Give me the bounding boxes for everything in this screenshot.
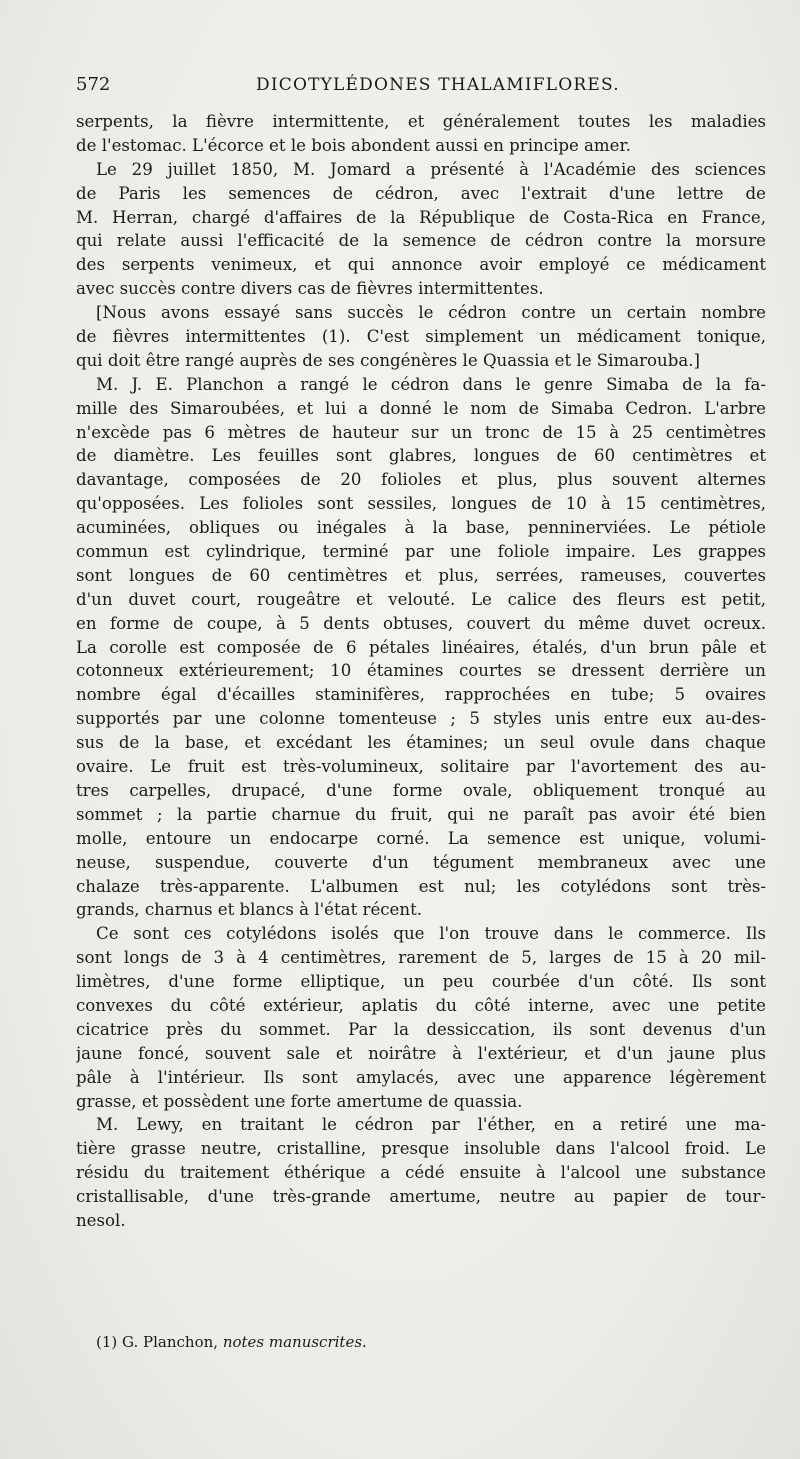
text-line: [Nous avons essayé sans succès le cédron contre un certain nombre <box>96 303 766 323</box>
footnote-marker: (1) <box>96 1333 118 1351</box>
text-line: grasse, et possèdent une forte amertume de quassia. <box>76 1091 523 1111</box>
text-line: qui doit être rangé auprès de ses congénères le Quassia et le Simarouba.] <box>76 350 700 370</box>
text-line: grands, charnus et blancs à l'état récent. <box>76 900 423 920</box>
text-line: commun est cylindrique, terminé par une foliole impaire. Les grappes <box>76 542 766 562</box>
text-line: cotonneux extérieurement; 10 étamines courtes se dressent derrière un <box>76 661 766 681</box>
text-line: en forme de coupe, à 5 dents obtuses, couvert du même duvet ocreux. <box>76 613 766 633</box>
body-text <box>76 110 766 1233</box>
text-line: tière grasse neutre, cristalline, presque insoluble dans l'alcool froid. Le <box>76 1139 766 1159</box>
text-line: de diamètre. Les feuilles sont glabres, longues de 60 centimètres et <box>76 446 766 466</box>
footnote <box>96 1333 367 1351</box>
footnote-author: G. Planchon, <box>122 1333 219 1351</box>
text-line: jaune foncé, souvent sale et noirâtre à l'extérieur, et d'un jaune plus <box>76 1043 766 1063</box>
text-line: nombre égal d'écailles staminifères, rapprochées en tube; 5 ovaires <box>76 685 766 705</box>
text-line: mille des Simaroubées, et lui a donné le nom de Simaba Cedron. L'arbre <box>76 398 766 418</box>
text-line: avec succès contre divers cas de fièvres intermittentes. <box>76 279 544 299</box>
text-line: acuminées, obliques ou inégales à la base, penninerviées. Le pétiole <box>76 518 766 538</box>
text-line: sont longs de 3 à 4 centimètres, rarement de 5, larges de 15 à 20 mil- <box>76 948 766 968</box>
text-line: sus de la base, et excédant les étamines; un seul ovule dans chaque <box>76 733 766 753</box>
text-line: cicatrice près du sommet. Par la dessiccation, ils sont devenus d'un <box>76 1019 766 1039</box>
running-head <box>76 74 764 98</box>
text-line: supportés par une colonne tomenteuse ; 5 styles unis entre eux au-des- <box>76 709 766 729</box>
text-line: sommet ; la partie charnue du fruit, qui ne paraît pas avoir été bien <box>76 804 766 824</box>
text-line: de l'estomac. L'écorce et le bois abondent aussi en principe amer. <box>76 135 631 155</box>
text-line: pâle à l'intérieur. Ils sont amylacés, avec une apparence légèrement <box>76 1067 766 1087</box>
text-line: sont longues de 60 centimètres et plus, serrées, rameuses, couvertes <box>76 565 766 585</box>
text-line: neuse, suspendue, couverte d'un tégument membraneux avec une <box>76 852 766 872</box>
text-line: qui relate aussi l'efficacité de la semence de cédron contre la morsure <box>76 231 766 251</box>
text-line: ovaire. Le fruit est très-volumineux, solitaire par l'avortement des au- <box>76 757 766 777</box>
text-line: Ce sont ces cotylédons isolés que l'on trouve dans le commerce. Ils <box>96 924 766 944</box>
text-line: La corolle est composée de 6 pétales linéaires, étalés, d'un brun pâle et <box>76 637 766 657</box>
page-number: 572 <box>76 74 111 95</box>
running-title: DICOTYLÉDONES THALAMIFLORES. <box>256 75 620 95</box>
text-line: résidu du traitement éthérique a cédé ensuite à l'alcool une substance <box>76 1163 766 1183</box>
text-line: tres carpelles, drupacé, d'une forme ovale, obliquement tronqué au <box>76 780 766 800</box>
text-line: de Paris les semences de cédron, avec l'extrait d'une lettre de <box>76 183 766 203</box>
text-line: limètres, d'une forme elliptique, un peu courbée d'un côté. Ils sont <box>76 972 766 992</box>
text-line: M. J. E. Planchon a rangé le cédron dans le genre Simaba de la fa- <box>96 374 766 394</box>
text-line: qu'opposées. Les folioles sont sessiles, longues de 10 à 15 centimètres, <box>76 494 766 514</box>
text-line: de fièvres intermittentes (1). C'est simplement un médicament tonique, <box>76 327 766 347</box>
text-line: serpents, la fièvre intermittente, et généralement toutes les maladies <box>76 112 766 131</box>
footnote-title: notes manuscrites. <box>222 1333 367 1351</box>
text-line: chalaze très-apparente. L'albumen est nul; les cotylédons sont très- <box>76 876 766 896</box>
text-line: Le 29 juillet 1850, M. Jomard a présenté à l'Académie des sciences <box>96 159 766 179</box>
text-line: des serpents venimeux, et qui annonce avoir employé ce médicament <box>76 255 766 275</box>
text-line: davantage, composées de 20 folioles et plus, plus souvent alternes <box>76 470 766 490</box>
text-line: n'excède pas 6 mètres de hauteur sur un tronc de 15 à 25 centimètres <box>76 422 766 442</box>
text-line: M. Lewy, en traitant le cédron par l'éther, en a retiré une ma- <box>96 1115 766 1135</box>
text-line: molle, entoure un endocarpe corné. La semence est unique, volumi- <box>76 828 766 848</box>
text-line: cristallisable, d'une très-grande amertume, neutre au papier de tour- <box>76 1187 766 1207</box>
text-line: convexes du côté extérieur, aplatis du côté interne, avec une petite <box>76 995 766 1015</box>
text-line: M. Herran, chargé d'affaires de la République de Costa-Rica en France, <box>76 207 766 227</box>
text-line: nesol. <box>76 1210 126 1230</box>
text-line: d'un duvet court, rougeâtre et velouté. Le calice des fleurs est petit, <box>76 589 766 609</box>
